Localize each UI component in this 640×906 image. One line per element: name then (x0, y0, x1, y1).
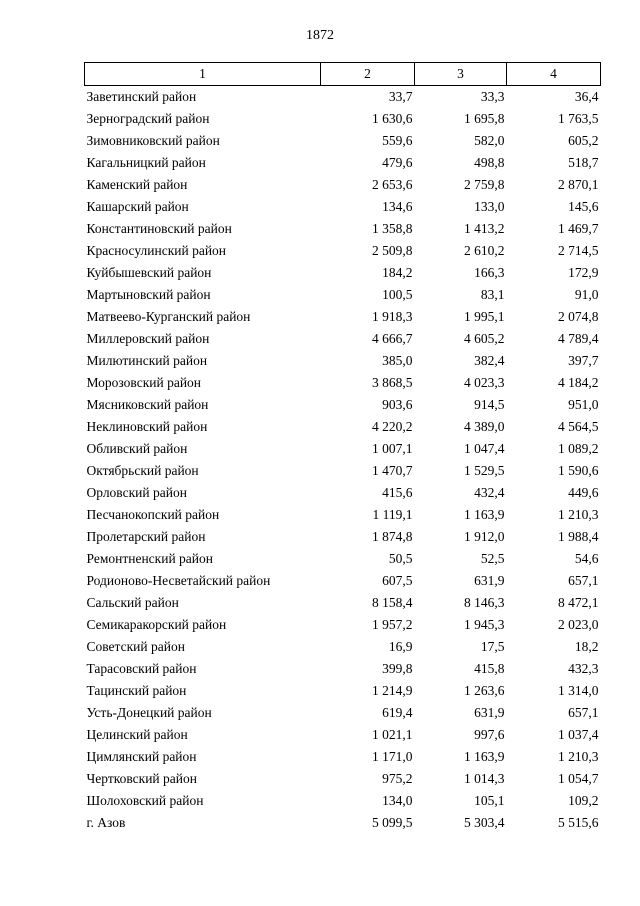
value-cell-col4: 397,7 (568, 353, 599, 368)
table-row (85, 438, 601, 460)
district-name-cell: Советский район (86, 639, 185, 654)
value-cell-col2: 415,6 (382, 485, 413, 500)
district-name-cell: Октябрьский район (86, 463, 199, 478)
value-cell-col3: 415,8 (474, 661, 505, 676)
value-cell-col4: 54,6 (574, 551, 599, 566)
value-cell-col2: 399,8 (382, 661, 413, 676)
value-cell-col2: 2 653,6 (372, 177, 413, 192)
value-cell-col3: 432,4 (474, 485, 505, 500)
table-row (85, 460, 601, 482)
district-name-cell: Морозовский район (86, 375, 202, 390)
value-cell-col2: 5 099,5 (372, 815, 413, 830)
value-cell-col3: 166,3 (474, 265, 505, 280)
header-cell-1: 1 (85, 63, 321, 86)
district-name-cell: Кагальницкий район (86, 155, 206, 170)
table-row (85, 262, 601, 284)
table-row (85, 152, 601, 174)
district-name-cell: Сальский район (86, 595, 179, 610)
value-cell-col4: 5 515,6 (558, 815, 599, 830)
value-cell-col3: 382,4 (474, 353, 505, 368)
value-cell-col4: 1 469,7 (558, 221, 599, 236)
value-cell-col2: 1 957,2 (372, 617, 413, 632)
value-cell-col2: 1 630,6 (372, 111, 413, 126)
table-row (85, 790, 601, 812)
value-cell-col2: 4 220,2 (372, 419, 413, 434)
data-table (84, 62, 601, 834)
value-cell-col3: 1 163,9 (464, 749, 505, 764)
table-row (85, 350, 601, 372)
district-name-cell: Чертковский район (86, 771, 197, 786)
value-cell-col3: 8 146,3 (464, 595, 505, 610)
value-cell-col4: 432,3 (568, 661, 599, 676)
value-cell-col3: 997,6 (474, 727, 505, 742)
value-cell-col4: 109,2 (568, 793, 599, 808)
value-cell-col4: 8 472,1 (558, 595, 599, 610)
table-row (85, 614, 601, 636)
value-cell-col2: 1 470,7 (372, 463, 413, 478)
value-cell-col2: 1 171,0 (372, 749, 413, 764)
value-cell-col2: 479,6 (382, 155, 413, 170)
value-cell-col3: 5 303,4 (464, 815, 505, 830)
table-row (85, 746, 601, 768)
district-name-cell: Мартыновский район (86, 287, 211, 302)
value-cell-col4: 1 763,5 (558, 111, 599, 126)
table-row (85, 394, 601, 416)
district-name-cell: Матвеево-Курганский район (86, 309, 251, 324)
value-cell-col3: 914,5 (474, 397, 505, 412)
district-name-cell: Неклиновский район (86, 419, 208, 434)
value-cell-col3: 498,8 (474, 155, 505, 170)
district-name-cell: Миллеровский район (86, 331, 210, 346)
district-name-cell: Заветинский район (86, 89, 197, 104)
table-row (85, 372, 601, 394)
district-name-cell: Цимлянский район (86, 749, 197, 764)
district-name-cell: Целинский район (86, 727, 188, 742)
district-name-cell: Красносулинский район (86, 243, 227, 258)
value-cell-col3: 1 163,9 (464, 507, 505, 522)
table-row (85, 680, 601, 702)
district-name-cell: Орловский район (86, 485, 187, 500)
value-cell-col2: 8 158,4 (372, 595, 413, 610)
value-cell-col3: 1 995,1 (464, 309, 505, 324)
table-row (85, 86, 601, 109)
district-name-cell: Семикаракорский район (86, 617, 227, 632)
value-cell-col4: 951,0 (568, 397, 599, 412)
value-cell-col4: 449,6 (568, 485, 599, 500)
value-cell-col4: 36,4 (574, 89, 599, 104)
value-cell-col4: 1 089,2 (558, 441, 599, 456)
value-cell-col2: 3 868,5 (372, 375, 413, 390)
value-cell-col3: 1 263,6 (464, 683, 505, 698)
value-cell-col4: 1 054,7 (558, 771, 599, 786)
value-cell-col4: 145,6 (568, 199, 599, 214)
table-row (85, 196, 601, 218)
table-body (85, 86, 601, 835)
district-name-cell: Песчанокопский район (86, 507, 220, 522)
value-cell-col4: 2 870,1 (558, 177, 599, 192)
value-cell-col4: 1 037,4 (558, 727, 599, 742)
value-cell-col4: 1 590,6 (558, 463, 599, 478)
district-name-cell: Куйбышевский район (86, 265, 212, 280)
value-cell-col2: 1 021,1 (372, 727, 413, 742)
value-cell-col2: 33,7 (388, 89, 413, 104)
district-name-cell: Шолоховский район (86, 793, 204, 808)
table-row (85, 108, 601, 130)
value-cell-col2: 50,5 (388, 551, 413, 566)
district-name-cell: Кашарский район (86, 199, 189, 214)
value-cell-col2: 184,2 (382, 265, 413, 280)
value-cell-col3: 83,1 (480, 287, 505, 302)
table-row (85, 416, 601, 438)
table-row (85, 570, 601, 592)
value-cell-col2: 619,4 (382, 705, 413, 720)
table-row (85, 284, 601, 306)
district-name-cell: Мясниковский район (86, 397, 209, 412)
district-name-cell: Константиновский район (86, 221, 232, 236)
table-row (85, 548, 601, 570)
header-cell-2: 2 (321, 63, 415, 86)
value-cell-col3: 1 529,5 (464, 463, 505, 478)
value-cell-col2: 385,0 (382, 353, 413, 368)
value-cell-col2: 4 666,7 (372, 331, 413, 346)
value-cell-col2: 607,5 (382, 573, 413, 588)
value-cell-col3: 2 610,2 (464, 243, 505, 258)
value-cell-col3: 4 023,3 (464, 375, 505, 390)
table-row (85, 526, 601, 548)
table-row (85, 482, 601, 504)
value-cell-col4: 91,0 (574, 287, 599, 302)
value-cell-col3: 4 605,2 (464, 331, 505, 346)
table-row (85, 218, 601, 240)
value-cell-col4: 1 988,4 (558, 529, 599, 544)
value-cell-col2: 1 007,1 (372, 441, 413, 456)
value-cell-col3: 582,0 (474, 133, 505, 148)
value-cell-col2: 1 119,1 (372, 507, 413, 522)
value-cell-col4: 1 210,3 (558, 507, 599, 522)
value-cell-col3: 1 912,0 (464, 529, 505, 544)
district-name-cell: г. Азов (86, 815, 126, 830)
value-cell-col4: 1 210,3 (558, 749, 599, 764)
value-cell-col3: 133,0 (474, 199, 505, 214)
value-cell-col4: 2 074,8 (558, 309, 599, 324)
table-row (85, 724, 601, 746)
value-cell-col3: 52,5 (480, 551, 505, 566)
value-cell-col3: 631,9 (474, 705, 505, 720)
value-cell-col3: 2 759,8 (464, 177, 505, 192)
header-cell-4: 4 (507, 63, 601, 86)
table-row (85, 174, 601, 196)
district-name-cell: Обливский район (86, 441, 188, 456)
district-name-cell: Тарасовский район (86, 661, 197, 676)
value-cell-col4: 2 714,5 (558, 243, 599, 258)
value-cell-col3: 1 413,2 (464, 221, 505, 236)
value-cell-col4: 2 023,0 (558, 617, 599, 632)
value-cell-col2: 1 214,9 (372, 683, 413, 698)
table-row (85, 812, 601, 834)
value-cell-col4: 4 184,2 (558, 375, 599, 390)
table-row (85, 768, 601, 790)
value-cell-col3: 631,9 (474, 573, 505, 588)
page-number: 1872 (306, 28, 334, 43)
header-cell-3: 3 (415, 63, 507, 86)
value-cell-col4: 605,2 (568, 133, 599, 148)
value-cell-col2: 100,5 (382, 287, 413, 302)
value-cell-col4: 4 564,5 (558, 419, 599, 434)
table-row (85, 658, 601, 680)
value-cell-col3: 1 047,4 (464, 441, 505, 456)
value-cell-col2: 1 358,8 (372, 221, 413, 236)
table-row (85, 130, 601, 152)
value-cell-col2: 1 874,8 (372, 529, 413, 544)
table-row (85, 504, 601, 526)
district-name-cell: Усть-Донецкий район (86, 705, 212, 720)
value-cell-col4: 4 789,4 (558, 331, 599, 346)
value-cell-col4: 172,9 (568, 265, 599, 280)
district-name-cell: Пролетарский район (86, 529, 206, 544)
value-cell-col4: 1 314,0 (558, 683, 599, 698)
value-cell-col4: 18,2 (574, 639, 599, 654)
district-name-cell: Зерноградский район (86, 111, 210, 126)
value-cell-col2: 559,6 (382, 133, 413, 148)
table-row (85, 306, 601, 328)
value-cell-col2: 134,6 (382, 199, 413, 214)
table-row (85, 592, 601, 614)
district-name-cell: Каменский район (86, 177, 188, 192)
table-row (85, 636, 601, 658)
table-row (85, 240, 601, 262)
district-name-cell: Милютинский район (86, 353, 208, 368)
value-cell-col2: 2 509,8 (372, 243, 413, 258)
value-cell-col3: 105,1 (474, 793, 505, 808)
value-cell-col3: 17,5 (480, 639, 505, 654)
district-name-cell: Родионово-Несветайский район (86, 573, 271, 588)
district-name-cell: Тацинский район (86, 683, 187, 698)
header-row (85, 63, 601, 86)
value-cell-col2: 134,0 (382, 793, 413, 808)
district-name-cell: Ремонтненский район (86, 551, 213, 566)
value-cell-col3: 33,3 (480, 89, 505, 104)
value-cell-col4: 657,1 (568, 705, 599, 720)
table-row (85, 328, 601, 350)
value-cell-col2: 16,9 (388, 639, 413, 654)
value-cell-col3: 1 695,8 (464, 111, 505, 126)
value-cell-col3: 4 389,0 (464, 419, 505, 434)
value-cell-col2: 975,2 (382, 771, 413, 786)
value-cell-col4: 657,1 (568, 573, 599, 588)
value-cell-col4: 518,7 (568, 155, 599, 170)
value-cell-col2: 903,6 (382, 397, 413, 412)
table-header (85, 63, 601, 86)
value-cell-col3: 1 014,3 (464, 771, 505, 786)
table-row (85, 702, 601, 724)
value-cell-col2: 1 918,3 (372, 309, 413, 324)
value-cell-col3: 1 945,3 (464, 617, 505, 632)
district-name-cell: Зимовниковский район (86, 133, 220, 148)
